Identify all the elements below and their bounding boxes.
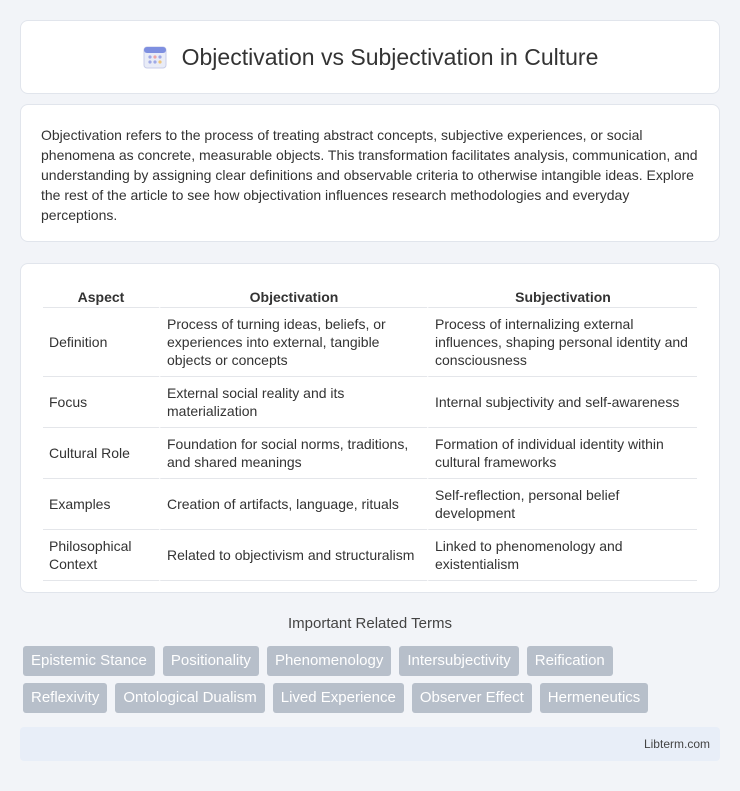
table-cell-objectivation: Process of turning ideas, beliefs, or experiences into external, tangible objects or concepts <box>159 308 427 377</box>
table-cell-aspect: Focus <box>43 377 159 428</box>
intro-card <box>20 104 720 242</box>
calendar-grid-icon <box>142 44 168 70</box>
table-cell-objectivation: Creation of artifacts, language, rituals <box>159 479 427 530</box>
intro-paragraph: Objectivation refers to the process of treating abstract concepts, subjective experiences, or social phenomena as concrete, measurable objects. This transformation facilitates analysis, communication, and understanding by assigning clear definitions and observable criteria to otherwise intangible ideas. Explore the rest of the article to see how objectivation influences research methodologies and everyday perceptions. <box>41 127 698 223</box>
header-card <box>20 20 720 94</box>
related-terms <box>23 646 723 720</box>
tag-positionality[interactable]: Positionality <box>163 646 259 676</box>
table-header-row <box>43 286 697 308</box>
table-cell-subjectivation: Internal subjectivity and self-awareness <box>427 377 697 428</box>
table-cell-objectivation: Foundation for social norms, traditions, and shared meanings <box>159 428 427 479</box>
tag-observer-effect[interactable]: Observer Effect <box>412 683 532 713</box>
tag-row <box>23 683 723 713</box>
table-cell-subjectivation: Process of internalizing external influences, shaping personal identity and consciousness <box>427 308 697 377</box>
tag-reification[interactable]: Reification <box>527 646 613 676</box>
tag-phenomenology[interactable]: Phenomenology <box>267 646 391 676</box>
table-row <box>43 377 697 428</box>
table-cell-objectivation: Related to objectivism and structuralism <box>159 530 427 581</box>
tag-intersubjectivity[interactable]: Intersubjectivity <box>399 646 518 676</box>
comparison-card <box>20 263 720 593</box>
header-aspect: Aspect <box>43 286 159 308</box>
related-terms-title: Important Related Terms <box>288 615 452 632</box>
table-cell-subjectivation: Formation of individual identity within cultural frameworks <box>427 428 697 479</box>
tag-epistemic-stance[interactable]: Epistemic Stance <box>23 646 155 676</box>
tag-hermeneutics[interactable]: Hermeneutics <box>540 683 649 713</box>
table-row <box>43 428 697 479</box>
comparison-table <box>43 286 697 581</box>
title-wrap <box>142 44 599 71</box>
table-cell-subjectivation: Linked to phenomenology and existentialism <box>427 530 697 581</box>
tag-ontological-dualism[interactable]: Ontological Dualism <box>115 683 264 713</box>
table-row <box>43 308 697 377</box>
table-row <box>43 530 697 581</box>
page-title: Objectivation vs Subjectivation in Culture <box>181 43 599 70</box>
tag-row <box>23 646 723 676</box>
table-cell-aspect: Examples <box>43 479 159 530</box>
table-row <box>43 479 697 530</box>
table-cell-subjectivation: Self-reflection, personal belief development <box>427 479 697 530</box>
footer-brand-link[interactable]: Libterm.com <box>643 737 710 751</box>
table-cell-objectivation: External social reality and its materialization <box>159 377 427 428</box>
tag-reflexivity[interactable]: Reflexivity <box>23 683 107 713</box>
header-objectivation: Objectivation <box>159 286 427 308</box>
header-subjectivation: Subjectivation <box>427 286 697 308</box>
footer <box>20 727 720 761</box>
table-cell-aspect: Definition <box>43 308 159 377</box>
table-cell-aspect: Philosophical Context <box>43 530 159 581</box>
tag-lived-experience[interactable]: Lived Experience <box>273 683 404 713</box>
table-cell-aspect: Cultural Role <box>43 428 159 479</box>
